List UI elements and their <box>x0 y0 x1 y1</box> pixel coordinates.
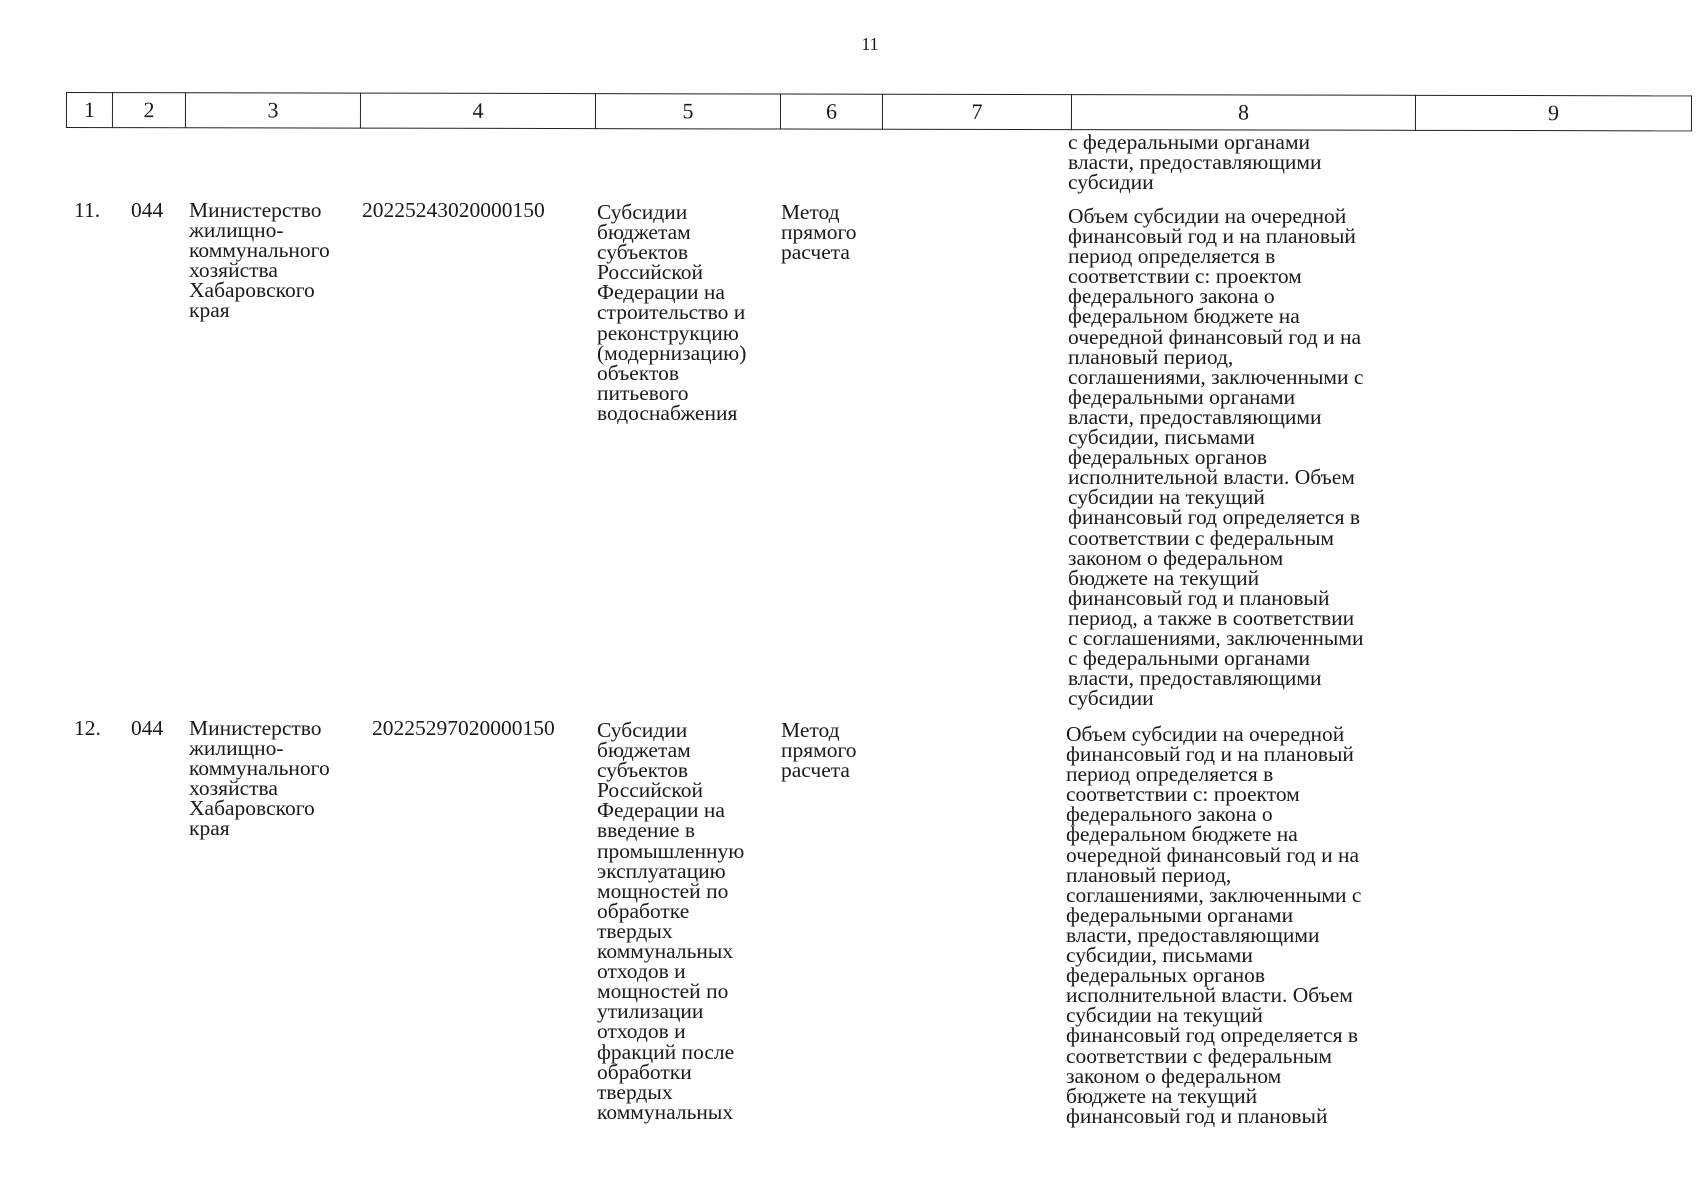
header-col-9: 9 <box>1415 95 1691 131</box>
forecasting-method: Метод прямого расчета <box>781 200 857 265</box>
header-col-1: 1 <box>66 93 112 128</box>
row-number: 12. <box>74 716 101 740</box>
header-col-8: 8 <box>1071 95 1415 131</box>
forecasting-method: Метод прямого расчета <box>781 718 857 783</box>
page-number: 11 <box>861 34 879 54</box>
administrator-name: Министерство жилищно- коммунального хозяйства Хабаровского края <box>189 716 330 841</box>
header-col-7: 7 <box>882 94 1071 129</box>
calculation-description: Объем субсидии на очередной финансовый год и на плановый период определяется в соответствии с: проектом федерального закона о федеральном бюджете на очередной финансовый год и на плановый период, соглашениями, заключенными с федеральными органами власти, предоставляющими субсидии, письмами федеральных органов исполнительной власти. Объем субсидии на текущий финансовый год определяется в соответствии с федеральным законом о федеральном бюджете на текущий финансовый год и плановый период, а также в соответствии с соглашениями, заключенными с федеральными органами власти, предоставляющими субсидии <box>1068 204 1364 711</box>
header-col-6: 6 <box>780 94 882 129</box>
budget-classification-code: 20225297020000150 <box>372 716 555 740</box>
admin-code: 044 <box>131 198 164 222</box>
budget-classification-code: 20225243020000150 <box>362 198 545 222</box>
header-col-5: 5 <box>595 94 780 129</box>
revenue-name: Субсидии бюджетам субъектов Российской Федерации на строительство и реконструкцию (модернизацию) объектов питьевого водоснабжения <box>597 200 747 425</box>
calculation-description: Объем субсидии на очередной финансовый год и на плановый период определяется в соответствии с: проектом федерального закона о федеральном бюджете на очередной финансовый год и на плановый период, соглашениями, заключенными с федеральными органами власти, предоставляющими субсидии, письмами федеральных органов исполнительной власти. Объем субсидии на текущий финансовый год определяется в соответствии с федеральным законом о федеральном бюджете на текущий финансовый год и плановый <box>1066 722 1362 1128</box>
header-col-3: 3 <box>185 93 360 128</box>
administrator-name: Министерство жилищно- коммунального хозяйства Хабаровского края <box>189 198 330 323</box>
row-number: 11. <box>74 198 101 222</box>
admin-code: 044 <box>131 716 164 740</box>
header-col-2: 2 <box>112 93 185 128</box>
header-col-4: 4 <box>360 93 595 128</box>
carryover-description: с федеральными органами власти, предоставляющими субсидии <box>1068 130 1322 195</box>
revenue-name: Субсидии бюджетам субъектов Российской Федерации на введение в промышленную эксплуатацию мощностей по обработке твердых коммунальных отходов и мощностей по утилизации отходов и фракций после обработки твердых коммунальных <box>597 718 745 1124</box>
